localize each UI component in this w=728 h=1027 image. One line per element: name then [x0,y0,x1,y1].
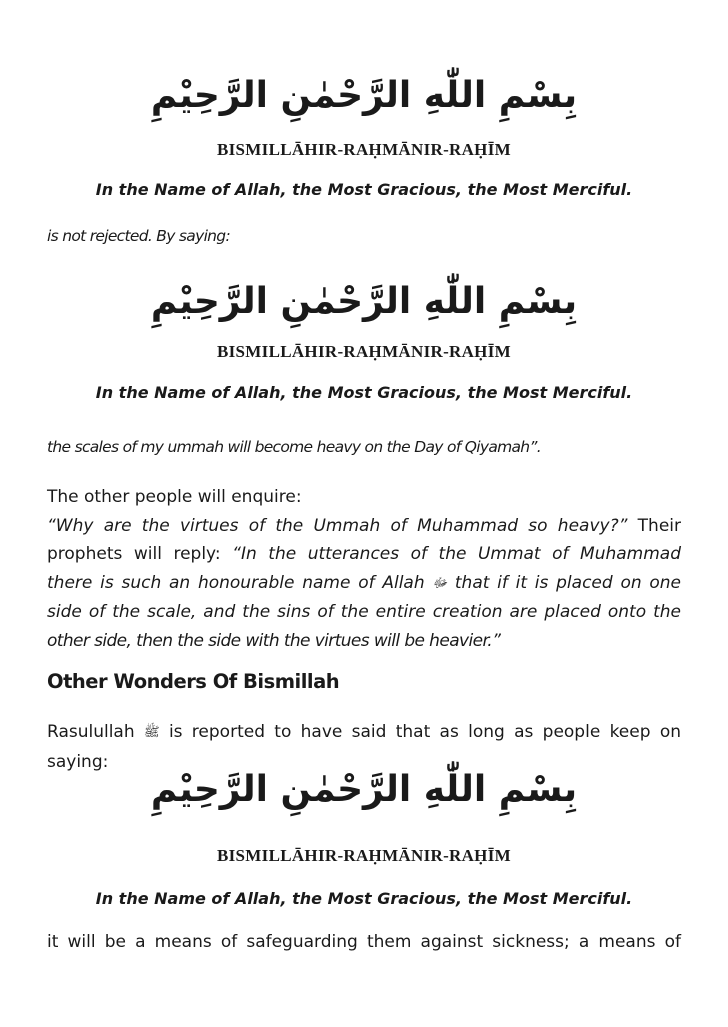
paragraph-line [47,569,681,599]
paragraph-text: is reported to have said that as long as people keep on [168,722,681,742]
paragraph-rejected [47,222,681,251]
bismillah-meaning: In the Name of Allah, the Most Gracious, the Most Merciful. [95,889,633,908]
bismillah-transliteration: BISMILLĀHIR-RAḤMĀNIR-RAḤĪM [217,846,511,865]
paragraph-text: Their [637,515,682,536]
paragraph-line [47,540,681,569]
bismillah-arabic: بِسْمِ اللّٰهِ الرَّحْمٰنِ الرَّحِيْمِ [150,769,578,810]
paragraph-line: The other people will enquire: [47,487,302,507]
paragraph-text: is not rejected. By saying: [47,227,230,245]
paragraph-line: it will be a means of safeguarding them against sickness; a means of [47,932,681,952]
quote-text: that if it is placed on one [454,572,682,593]
paragraph-line: other side, then the side with the virtues will be heavier.” [47,630,501,651]
paragraph-line [47,512,681,541]
section-heading: Other Wonders Of Bismillah [47,670,340,693]
bismillah-transliteration: BISMILLĀHIR-RAḤMĀNIR-RAḤĪM [217,342,511,361]
bismillah-arabic: بِسْمِ اللّٰهِ الرَّحْمٰنِ الرَّحِيْمِ [150,281,578,322]
paragraph-safeguard [47,928,681,957]
paragraph-text: Rasulullah [47,722,135,742]
paragraph-rasulullah [47,718,681,776]
salutation-icon: ﷺ [143,725,160,740]
paragraph-line: side of the scale, and the sins of the entire creation are placed onto the [47,602,681,622]
paragraph-text: the scales of my ummah will become heavy on the Day of Qiyamah”. [47,438,541,456]
bismillah-meaning: In the Name of Allah, the Most Gracious, the Most Merciful. [95,180,633,199]
bismillah-meaning: In the Name of Allah, the Most Gracious, the Most Merciful. [95,383,633,402]
bismillah-transliteration: BISMILLĀHIR-RAḤMĀNIR-RAḤĪM [217,140,511,159]
paragraph-line [47,718,681,748]
bismillah-arabic: بِسْمِ اللّٰهِ الرَّحْمٰنِ الرَّحِيْمِ [150,75,578,116]
quote-text: there is such an honourable name of Allah [47,572,425,593]
paragraph-prophets [47,483,681,655]
paragraph-line: saying: [47,751,109,772]
paragraph-scales [47,433,681,462]
quote-text: “Why are the virtues of the Ummah of Muhammad so heavy?” [47,515,628,536]
paragraph-text: prophets will reply: [47,544,221,564]
allah-glyph-icon: ﷻ [432,575,448,591]
quote-text: “In the utterances of the Ummat of Muhammad [232,544,681,564]
